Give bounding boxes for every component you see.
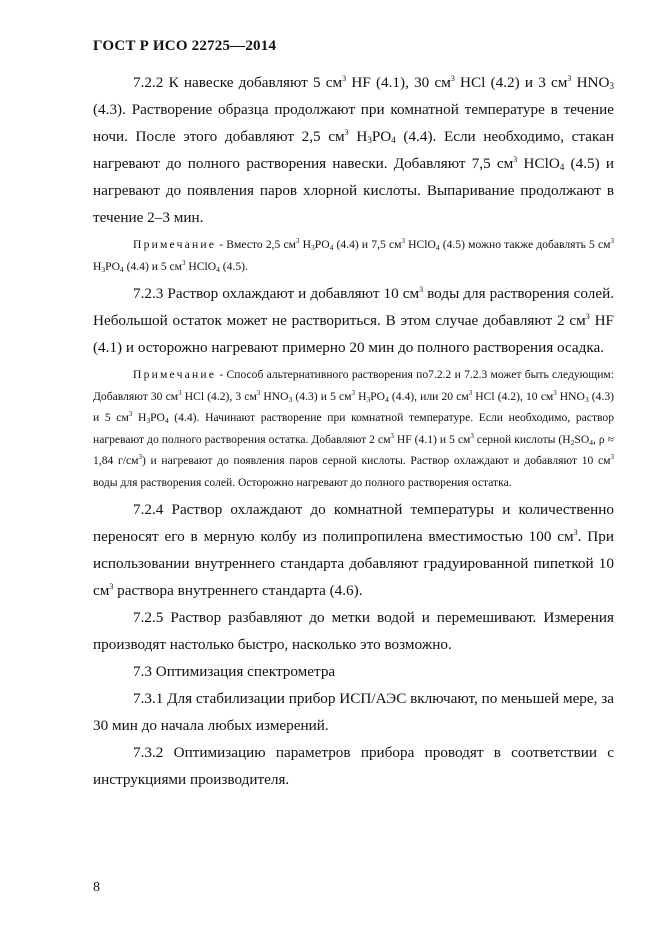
paragraph-7-2-5: 7.2.5 Раствор разбавляют до метки водой и перемешивают. Измерения производят настолько быстро, насколько это возможно. [93,609,614,653]
paragraph-7-3-2: 7.3.2 Оптимизацию параметров прибора проводят в соответствии с инструкциями производителя. [93,744,614,788]
paragraph-7-3-1: 7.3.1 Для стабилизации прибор ИСП/АЭС включают, по меньшей мере, за 30 мин до начала любых измерений. [93,690,614,734]
note-label: Примечание [133,368,217,381]
section-heading-7-3: 7.3 Оптимизация спектрометра [133,663,336,680]
note-2: Примечание - Способ альтернативного растворения по7.2.2 и 7.2.3 может быть следующим: Добавляют 30 $см^3$ HCl (4.2), 3 $см^3$ $HNO_3$ (4.3) и 5 $см^3$ $H_3PO_4$ (4.4), или 20 $см^3$ HCl (4.2), 10 $см^3$ $HNO_3$ (4.3) и 5 $см^3$ $H_3PO_4$ (4.4). Начинают растворение при комнатной температуре. Если необходимо, раствор нагревают до полного растворения остатка. Добавляют 2 $см^3$ HF (4.1) и 5 $см^3$ серной кислоты ($H_2SO_4$, ρ ≈ 1,84 $г/см^3$) и нагревают до появления паров серной кислоты. Раствор охлаждают и добавляют 10 $см^3$ воды для растворения солей. Осторожно нагревают до полного растворения остатка. [93,368,615,489]
standard-header: ГОСТ Р ИСО 22725—2014 [93,38,277,54]
paragraph-7-2-2: 7.2.2 К навеске добавляют 5 $см^3$ HF (4.1), 30 $см^3$ HCl (4.2) и 3 $см^3$ $HNO_3$ (4.3). Растворение образца продолжают при комнатной температуре в течение ночи. После этого добавляют 2,5 $см^3$ $H_3PO_4$ (4.4). Если необходимо, стакан нагревают до полного растворения навески. Добавляют 7,5 $см^3$ HClO$_4$ (4.5) и нагревают до появления паров хлорной кислоты. Выпаривание продолжают в течение 2–3 мин. [93,74,615,226]
paragraph-7-2-4: 7.2.4 Раствор охлаждают до комнатной температуры и количественно переносят его в мерную колбу из полипропилена вместимостью 100 $см^3$. При использовании внутреннего стандарта добавляют градуированной пипеткой 10 $см^3$ раствора внутреннего стандарта (4.6). [93,501,614,599]
note-1: Примечание - Вместо 2,5 $см^3$ $H_3PO_4$ (4.4) и 7,5 $см^3$ HClO$_4$ (4.5) можно также добавлять 5 $см^3$ $H_3PO_4$ (4.4) и 5 $см^3$ HClO$_4$ (4.5). [93,237,614,274]
paragraph-7-2-3: 7.2.3 Раствор охлаждают и добавляют 10 $см^3$ воды для растворения солей. Небольшой остаток может не раствориться. В этом случае добавляют 2 $см^3$ HF (4.1) и осторожно нагревают примерно 20 мин до полного растворения осадка. [93,285,615,356]
note-label: Примечание [133,238,217,251]
page-number: 8 [93,880,100,895]
page-content [93,69,614,793]
